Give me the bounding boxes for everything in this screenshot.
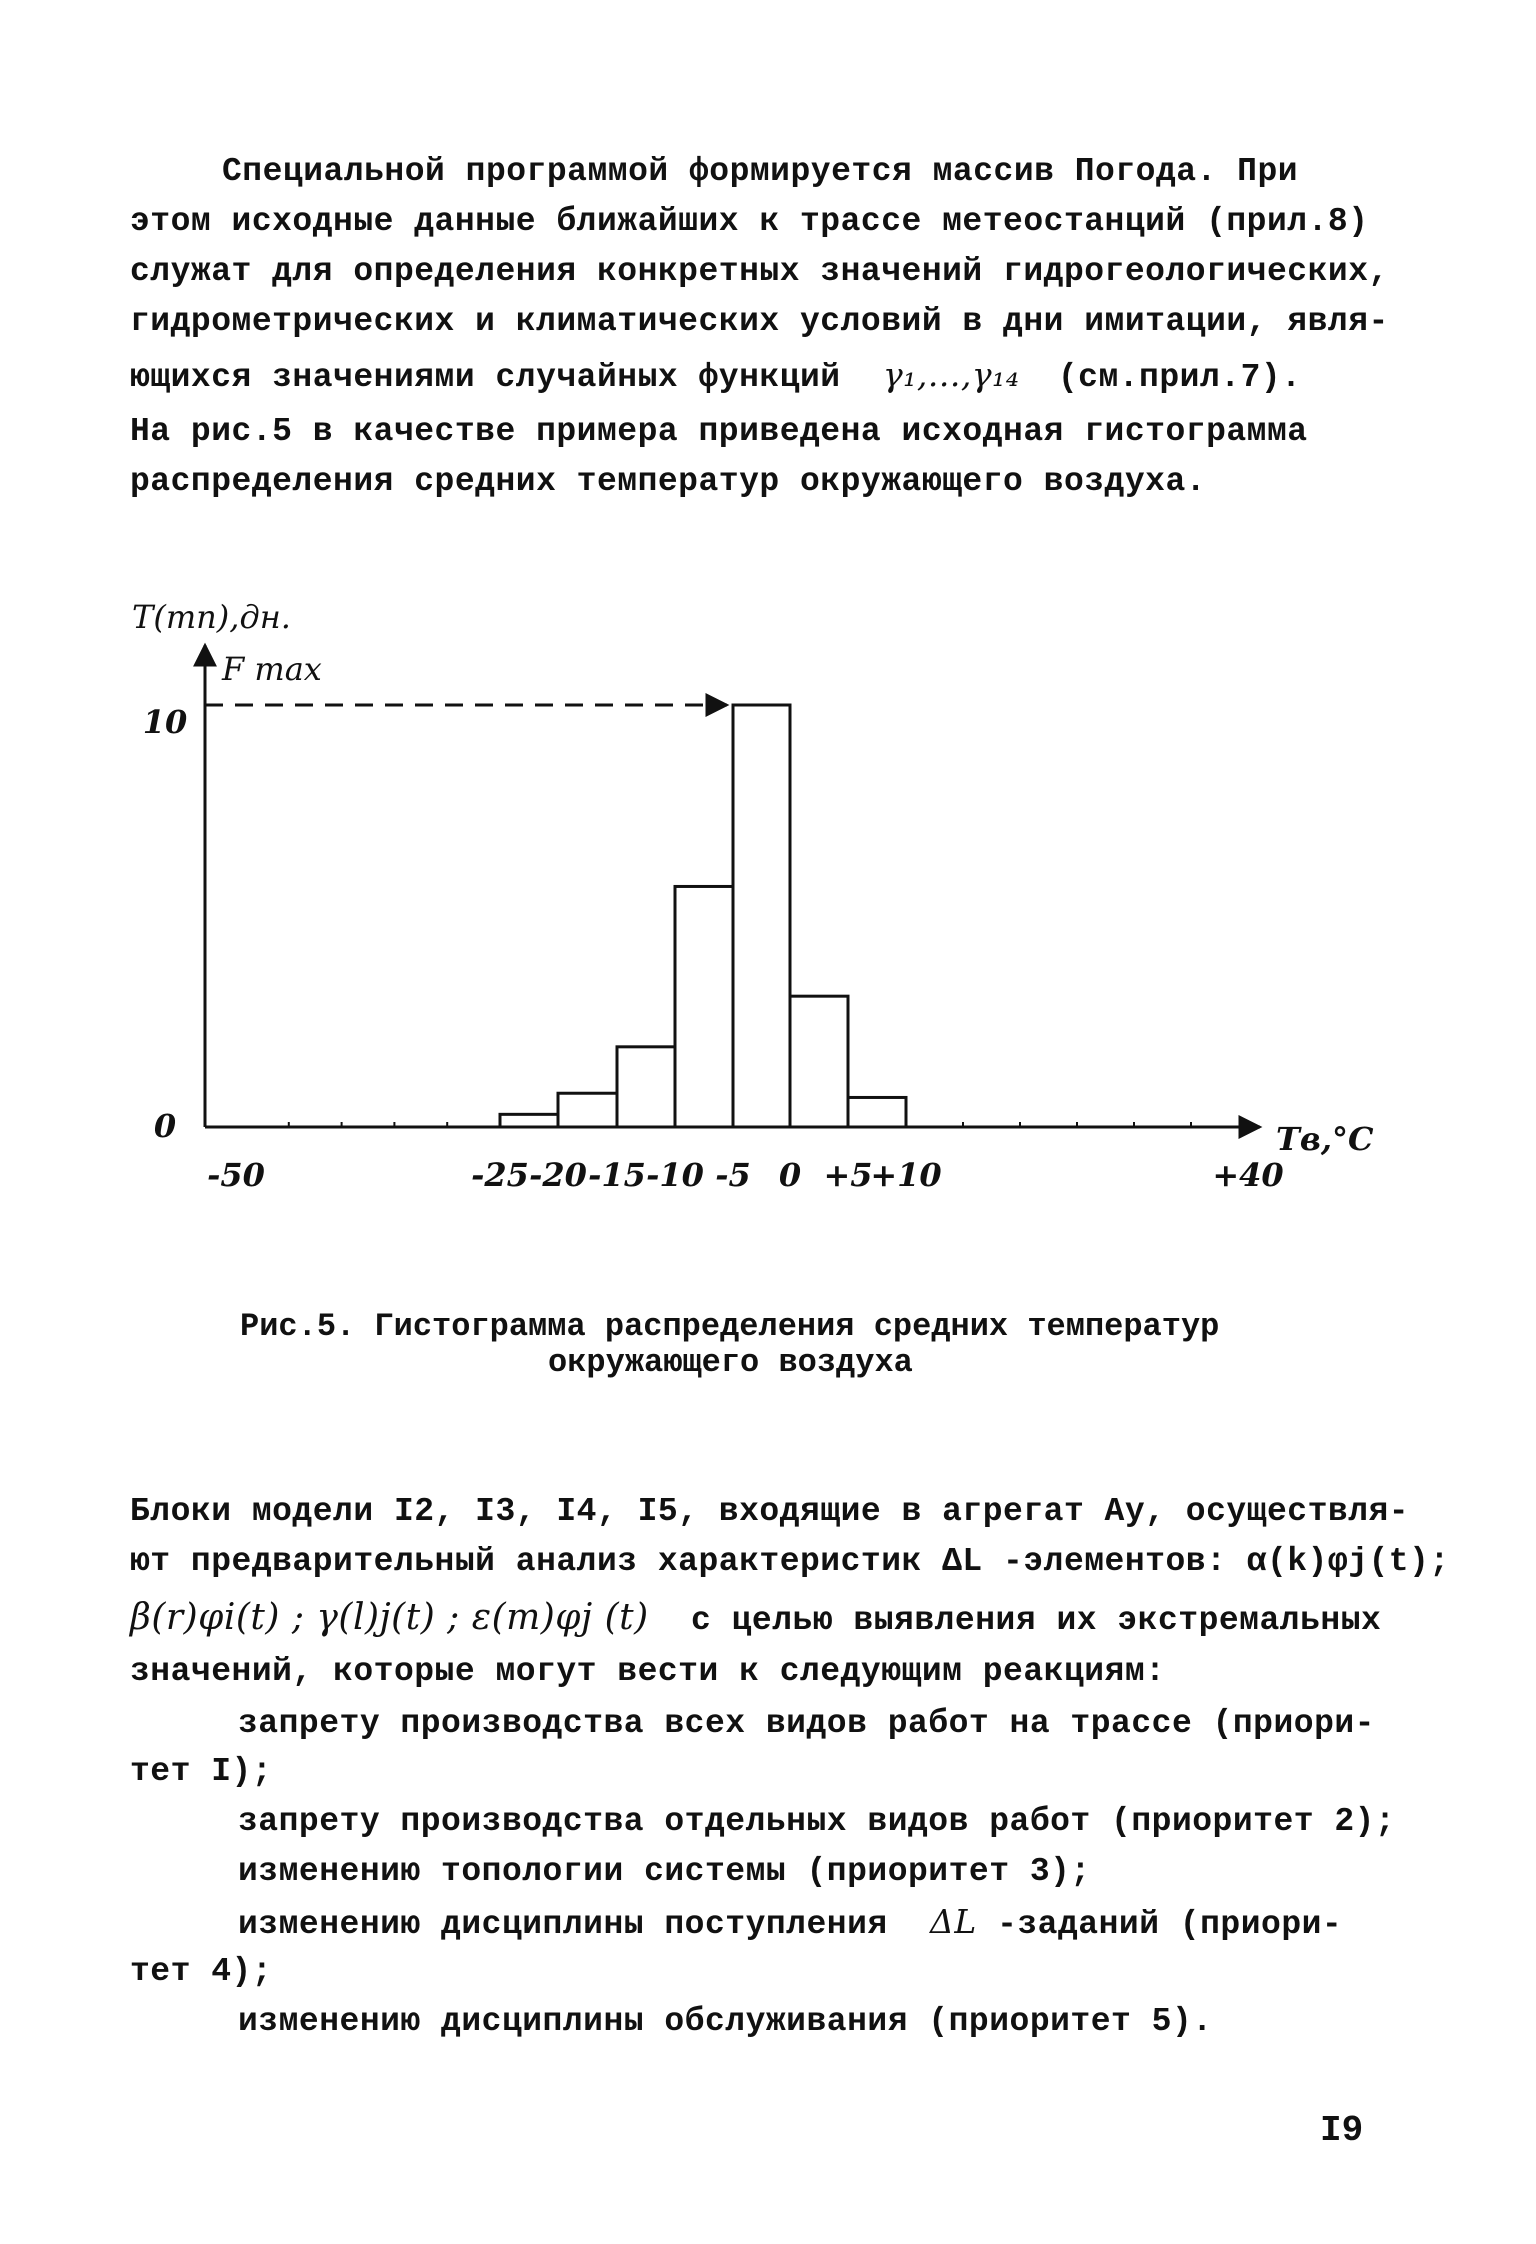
p1-line-3: служат для определения конкретных значений гидрогеологических,	[130, 253, 1389, 290]
p2-item-4-rest: -заданий (приори-	[997, 1906, 1343, 1943]
histogram-bar	[848, 1097, 906, 1127]
y-axis-label: T(mn),дн.	[132, 598, 291, 636]
histogram-bar	[733, 705, 790, 1127]
y-tick-label: 10	[142, 703, 188, 741]
x-axis-label: Tв,°C	[1276, 1120, 1374, 1158]
p2-item-3: изменению топологии системы (приоритет 3);	[238, 1853, 1091, 1890]
p2-item-1-cont: тет I);	[130, 1753, 273, 1790]
figure-caption-line-1: Рис.5. Гистограмма распределения средних температур	[240, 1308, 1220, 1345]
p2-item-1: запрету производства всех видов работ на трассе (приори-	[238, 1705, 1375, 1742]
p1-line-5-ref: (см.прил.7).	[1057, 359, 1302, 396]
p2-item-4-cont: тет 4);	[130, 1953, 273, 1990]
p1-line-6: На рис.5 в качестве примера приведена исходная гистограмма	[130, 413, 1308, 450]
y-tick-label: 0	[153, 1107, 177, 1145]
p2-line-1: Блоки модели I2, I3, I4, I5, входящие в агрегат Aу, осуществля-	[130, 1493, 1410, 1530]
extreme-characteristics-formula: β(r)φi(t) ; γ(l)j(t) ; ε(m)φj (t)	[130, 1597, 649, 1638]
random-functions-formula: γ₁,...,γ₁₄	[882, 355, 1020, 394]
p1-line-2: этом исходные данные ближайших к трассе метеостанций (прил.8)	[130, 203, 1369, 240]
x-tick-label: -20	[529, 1156, 587, 1194]
histogram-bar	[790, 996, 848, 1127]
delta-l-symbol: ΔL	[930, 1902, 977, 1941]
x-tick-label: -25	[471, 1156, 529, 1194]
x-tick-label: -5	[715, 1156, 751, 1194]
histogram-bar	[675, 886, 733, 1127]
x-tick-label: +40	[1212, 1156, 1284, 1194]
p2-line-3	[130, 1598, 1381, 1641]
p2-item-5: изменению дисциплины обслуживания (приоритет 5).	[238, 2003, 1213, 2040]
fmax-label: F max	[222, 650, 322, 688]
p1-line-4: гидрометрических и климатических условий в дни имитации, явля-	[130, 303, 1389, 340]
histogram-bar	[500, 1114, 558, 1127]
p2-item-4-text: изменению дисциплины поступления	[238, 1906, 888, 1943]
x-tick-label: -15	[588, 1156, 646, 1194]
p1-line-1: Специальной программой формируется массив Погода. При	[222, 153, 1299, 190]
figure-caption-line-2: окружающего воздуха	[548, 1344, 913, 1381]
x-tick-label: 0	[778, 1156, 802, 1194]
x-tick-label: +10	[870, 1156, 942, 1194]
p2-item-4	[238, 1902, 1342, 1945]
p2-item-2: запрету производства отдельных видов работ (приоритет 2);	[238, 1803, 1396, 1840]
p2-line-2: ют предварительный анализ характеристик ΔL -элементов: α(k)φj(t);	[130, 1543, 1450, 1580]
x-tick-label: -50	[207, 1156, 265, 1194]
histogram-bar	[558, 1093, 617, 1127]
x-tick-label: +5	[823, 1156, 873, 1194]
p2-line-3-text: с целью выявления их экстремальных	[690, 1602, 1382, 1639]
histogram-bar	[617, 1047, 675, 1127]
x-tick-label: -10	[646, 1156, 704, 1194]
p1-line-5-text: ющихся значениями случайных функций	[130, 359, 841, 396]
p2-line-4: значений, которые могут вести к следующим реакциям:	[130, 1653, 1166, 1690]
page-number: I9	[1320, 2110, 1364, 2151]
p1-line-7: распределения средних температур окружающего воздуха.	[130, 463, 1207, 500]
